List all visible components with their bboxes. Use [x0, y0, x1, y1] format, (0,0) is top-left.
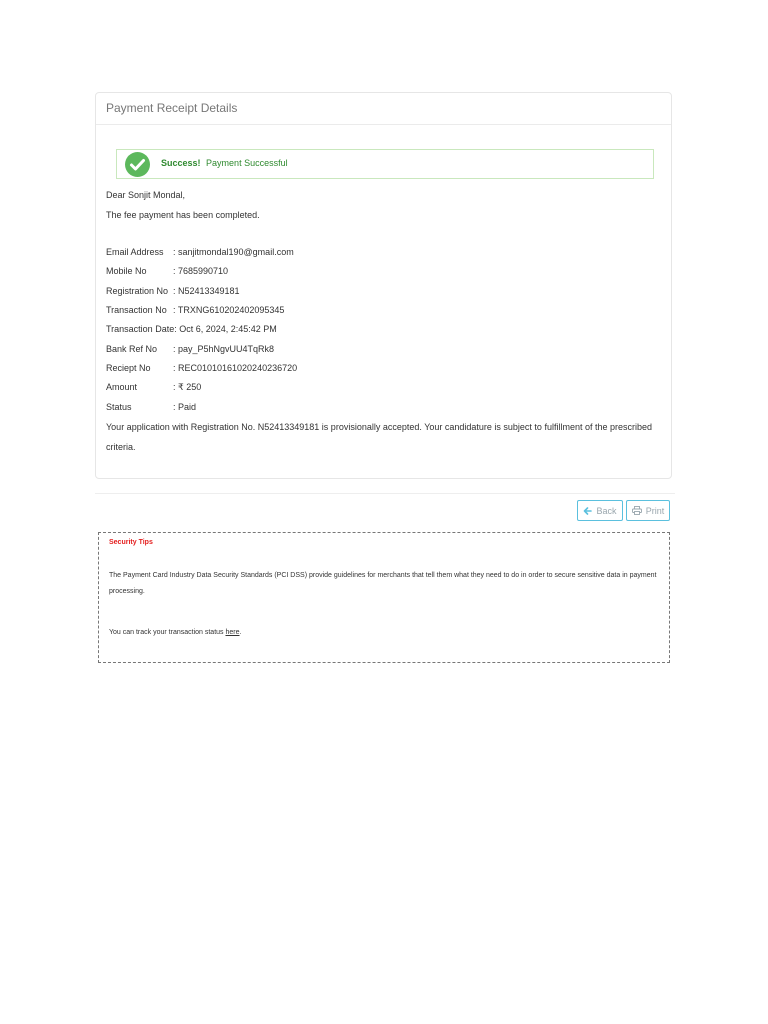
- detail-row: [106, 247, 294, 257]
- back-label: Back: [596, 505, 617, 516]
- detail-row: [106, 402, 196, 412]
- detail-row: [106, 344, 274, 354]
- detail-label: Reciept No: [106, 363, 151, 373]
- detail-value: : ₹ 250: [173, 382, 202, 392]
- detail-label: Registration No: [106, 286, 169, 296]
- detail-row: [106, 286, 240, 296]
- detail-value: : Oct 6, 2024, 2:45:42 PM: [174, 324, 277, 334]
- track-prefix: You can track your transaction status: [109, 629, 226, 636]
- detail-label: Mobile No: [106, 266, 147, 276]
- receipt-card: [95, 92, 672, 479]
- detail-value: : 7685990710: [173, 266, 229, 276]
- detail-label: Email Address: [106, 247, 164, 257]
- detail-row: [106, 324, 277, 334]
- track-suffix: .: [239, 629, 242, 636]
- detail-value: : TRXNG610202402095345: [173, 305, 285, 315]
- print-label: Print: [645, 505, 665, 516]
- detail-row: [106, 266, 228, 276]
- greeting: Dear Sonjit Mondal,: [106, 190, 186, 200]
- detail-label: Bank Ref No: [106, 344, 158, 354]
- detail-row: [106, 363, 297, 373]
- back-button[interactable]: [577, 500, 623, 521]
- intro-text: The fee payment has been completed.: [106, 210, 260, 220]
- card-title: Payment Receipt Details: [96, 93, 671, 125]
- detail-value: : pay_P5hNgvUU4TqRk8: [173, 344, 275, 354]
- detail-row: [106, 305, 284, 315]
- detail-value: : REC01010161020240236720: [173, 363, 298, 373]
- detail-label: Amount: [106, 382, 138, 392]
- security-tips-title: Security Tips: [109, 539, 153, 546]
- alert-message: Payment Successful: [206, 158, 288, 168]
- check-circle-icon: [125, 152, 150, 177]
- divider: [95, 493, 675, 494]
- track-status-text: [109, 629, 241, 636]
- success-alert: [116, 149, 654, 179]
- detail-label: Transaction No: [106, 305, 167, 315]
- detail-value: : Paid: [173, 402, 197, 412]
- detail-label: Status: [106, 402, 132, 412]
- alert-strong: Success!: [161, 158, 201, 168]
- track-status-link[interactable]: here: [225, 629, 240, 636]
- printer-icon: [632, 506, 642, 515]
- arrow-left-icon: [583, 507, 592, 515]
- detail-row: [106, 382, 201, 393]
- security-tips-text: The Payment Card Industry Data Security Standards (PCI DSS) provide guidelines for merchants that tell them what they need to do in order to secure sensitive data in payment processing.: [109, 572, 657, 595]
- security-tips-box: [98, 532, 670, 663]
- detail-value: : sanjitmondal190@gmail.com: [173, 247, 294, 257]
- print-button[interactable]: [626, 500, 670, 521]
- acceptance-note: Your application with Registration No. N52413349181 is provisionally accepted. Your candidature is subject to fulfillment of the prescribed criteria.: [106, 422, 652, 452]
- detail-value: : N52413349181: [173, 286, 240, 296]
- detail-label: Transaction Date: [106, 324, 175, 334]
